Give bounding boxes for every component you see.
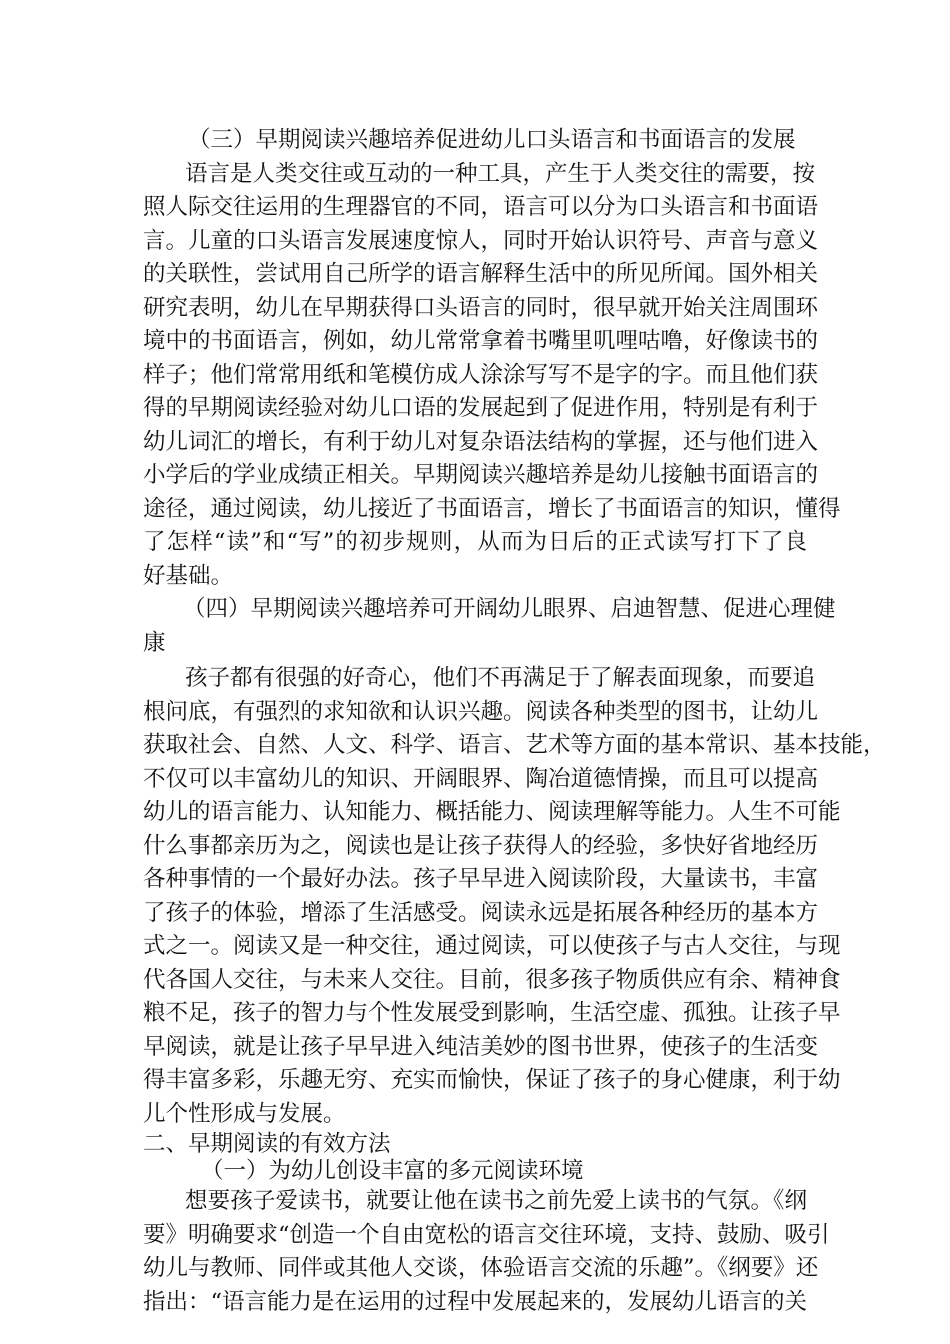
- section3-line: 语言是人类交往或互动的一种工具，产生于人类交往的需要，按: [185, 160, 816, 187]
- section3-line: 的关联性，尝试用自己所学的语言解释生活中的所见所闻。国外相关: [143, 261, 819, 287]
- part2-sub1-heading: （一）为幼儿创设丰富的多元阅读环境: [201, 1158, 584, 1184]
- section4-line: 什么事都亲历为之，阅读也是让孩子获得人的经验，多快好省地经历: [143, 832, 819, 859]
- section3-line: 幼儿词汇的增长，有利于幼儿对复杂语法结构的掌握，还与他们进入: [143, 428, 819, 455]
- section3-line: 了怎样“读”和“写”的初步规则，从而为日后的正式读写打下了良: [143, 529, 807, 555]
- document-page: [143, 124, 886, 1319]
- section4-line: 各种事情的一个最好办法。孩子早早进入阅读阶段，大量读书，丰富: [143, 866, 819, 892]
- section3-line: 研究表明，幼儿在早期获得口头语言的同时，很早就开始关注周围环: [143, 294, 819, 321]
- section3-line: 途径，通过阅读，幼儿接近了书面语言，增长了书面语言的知识，懂得: [143, 495, 841, 522]
- part2-line: 幼儿与教师、同伴或其他人交谈，体验语言交流的乐趣”。《纲要》还: [143, 1255, 819, 1281]
- part2-line: 指出：“语言能力是在运用的过程中发展起来的，发展幼儿语言的关: [143, 1288, 808, 1315]
- section4-line: 幼儿的语言能力、认知能力、概括能力、阅读理解等能力。人生不可能: [143, 799, 841, 825]
- section3-line: 得的早期阅读经验对幼儿口语的发展起到了促进作用，特别是有利于: [143, 395, 819, 421]
- section4-heading: （四）早期阅读兴趣培养可开阔幼儿眼界、启迪智慧、促进心理健: [183, 596, 836, 622]
- part2-line: 要》明确要求“创造一个自由宽松的语言交往环境，支持、鼓励、吸引: [143, 1221, 830, 1248]
- section4-line: 不仅可以丰富幼儿的知识、开阔眼界、陶冶道德情操，而且可以提高: [143, 765, 819, 792]
- section3-line: 好基础。: [143, 562, 234, 589]
- section3-line: 照人际交往运用的生理器官的不同，语言可以分为口头语言和书面语: [143, 194, 819, 220]
- part2-line: 想要孩子爱读书，就要让他在读书之前先爱上读书的气氛。《纲: [185, 1188, 807, 1214]
- section3-line: 境中的书面语言，例如，幼儿常常拿着书嘴里叽哩咕噜，好像读书的: [143, 328, 819, 354]
- section3-heading: （三）早期阅读兴趣培养促进幼儿口头语言和书面语言的发展: [188, 127, 796, 153]
- section4-line: 获取社会、自然、人文、科学、语言、艺术等方面的基本常识、基本技能，: [143, 732, 886, 758]
- part2-heading: 二、早期阅读的有效方法: [143, 1131, 391, 1157]
- section3-line: 言。儿童的口头语言发展速度惊人，同时开始认识符号、声音与意义: [143, 227, 819, 254]
- section4-line: 儿个性形成与发展。: [143, 1100, 346, 1127]
- section3-line: 样子；他们常常用纸和笔模仿成人涂涂写写不是字的字。而且他们获: [143, 361, 819, 388]
- section4-line: 得丰富多彩，乐趣无穷、充实而愉快，保证了孩子的身心健康，利于幼: [143, 1067, 841, 1093]
- section3-line: 小学后的学业成绩正相关。早期阅读兴趣培养是幼儿接触书面语言的: [143, 462, 819, 488]
- section4-line: 式之一。阅读又是一种交往，通过阅读，可以使孩子与古人交往，与现: [143, 933, 841, 959]
- section4-line: 代各国人交往，与未来人交往。目前，很多孩子物质供应有余、精神食: [143, 966, 841, 993]
- section4-line: 孩子都有很强的好奇心，他们不再满足于了解表面现象，而要追: [185, 665, 816, 691]
- section4-line: 早阅读，就是让孩子早早进入纯洁美妙的图书世界，使孩子的生活变: [143, 1033, 819, 1060]
- section4-line: 根问底，有强烈的求知欲和认识兴趣。阅读各种类型的图书，让幼儿: [143, 698, 819, 725]
- section4-heading-continued: 康: [143, 629, 166, 656]
- section4-line: 了孩子的体验，增添了生活感受。阅读永远是拓展各种经历的基本方: [143, 899, 819, 926]
- section4-line: 粮不足，孩子的智力与个性发展受到影响，生活空虚、孤独。让孩子早: [143, 1000, 841, 1026]
